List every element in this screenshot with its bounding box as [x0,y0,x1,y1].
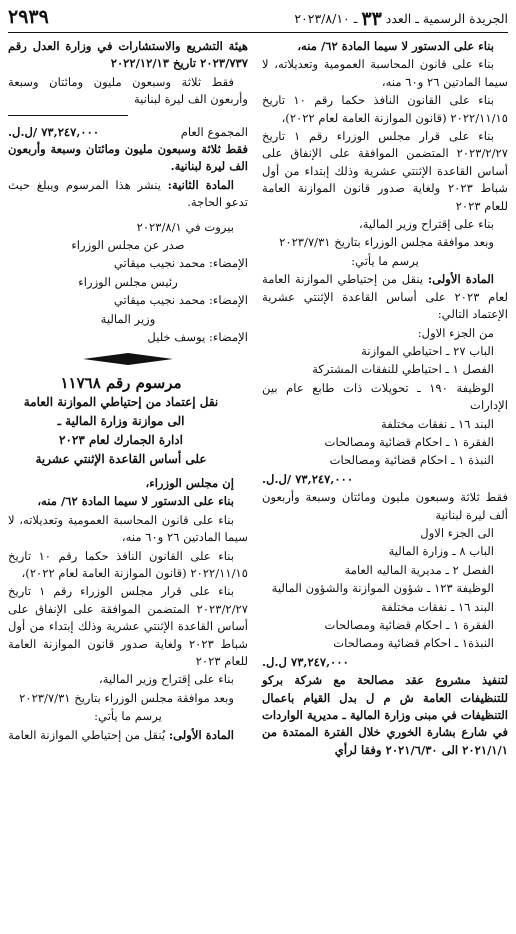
gazette-masthead [294,8,508,30]
preamble-cabinet-decision: بناء على قرار مجلس الوزراء رقم ١ تاريخ ٢٠٢٣/٢/٢٧ المتضمن الموافقة على الإنفاق على أساس القاعدة الإثنتي عشرية وذلك إبتداء من أول شباط ٢٠٢٣ ولغاية صدور قانون الموازنة العامة للعام ٢٠٢٣ [262,129,509,213]
transfer-amount: ٧٣,٢٤٧,٠٠٠ /ل.ل. [262,471,354,486]
signature-pm-1: الإمضاء: محمد نجيب ميقاتي [113,256,248,271]
grand-total-label: المجموع العام [180,124,248,139]
to-function: الوظيفة ١٢٣ ـ شؤون الموازنة والشؤون المالية [271,581,494,596]
from-paragraph: الفقرة ١ ـ احكام قضائية ومصالحات [324,434,494,449]
article-two [8,177,248,212]
preamble-accounting-law: بناء على قانون المحاسبة العمومية وتعديلاته، لا سيما المادتين ٢٦ و٦٠ منه، [262,57,508,89]
decree2-article-one-label: المادة الأولى: [168,727,234,742]
decree-title-line-2: الى موازنة وزارة المالية ـ [57,413,185,428]
from-function: الوظيفة ١٩٠ ـ تحويلات ذات طابع عام بين الإدارات [262,380,508,413]
from-chapter: الباب ٢٧ ـ احتياطي الموازنة [361,343,494,358]
decree2-preamble-accounting-law: بناء على قانون المحاسبة العمومية وتعديلاته، لا سيما المادتين ٢٦ و٦٠ منه، [8,512,248,545]
decree2-clause: يرسم ما يأتي: [94,709,162,724]
place-and-date: بيروت في ٢٠٢٣/٨/١ [136,219,234,234]
decree2-preamble-minister-proposal: بناء على إقتراح وزير المالية، [98,672,234,687]
to-item: البند ١٦ ـ نفقات مختلفة [381,599,494,614]
from-part: من الجزء الاول: [417,325,494,340]
decree2-article-one [8,727,248,744]
grand-total-amount: ٧٣,٢٤٧,٠٠٠ /ل.ل. [8,124,100,139]
section-separator-ornament [8,353,248,367]
pm-title: رئيس مجلس الوزراء [78,274,178,289]
grand-total-words: فقط ثلاثة وسبعون مليون ومائتان وسبعة وأربعون الف ليرة لبنانية. [8,142,248,174]
decree-number: مرسوم رقم ١١٧٦٨ [60,373,182,392]
finance-minister-title: وزير المالية [100,311,156,326]
article-one-text: ينقل من إحتياطي الموازنة العامة لعام ٢٠٢٣ على أساس القاعدة الإثنتي عشرية الإعتماد التالي: [262,272,508,322]
to-paragraph: الفقرة ١ ـ احكام قضائية ومصالحات [324,618,494,632]
header-divider [8,32,508,33]
decree2-preamble-cabinet-approval: وبعد موافقة مجلس الوزراء بتاريخ ٢٠٢٣/٧/٣١ [19,690,234,705]
destination-amount: ٧٣,٢٤٧,٠٠٠ ل.ل. [262,654,349,669]
to-part: الى الجزء الاول [420,525,494,540]
decree-title-line-1: نقل إعتماد من إحتياطي الموازنة العامة [23,394,219,409]
article-one-label: المادة الأولى: [427,272,495,287]
to-subparagraph: النبذة١ ـ احكام قضائية ومصالحات [333,636,494,651]
decree2-preamble-cabinet-decision: بناء على قرار مجلس الوزراء رقم ١ تاريخ ٢٠٢٣/٢/٢٧ المتضمن الموافقة على الإنفاق على أساس القاعدة الإثنتي عشرية وذلك إبتداء من أول شباط ٢٠٢٣ ولغاية صدور قانون الموازنة العامة للعام ٢٠٢٣ [8,584,249,668]
article-two-label: المادة الثانية: [167,177,234,192]
decree2-preamble-constitution: بناء على الدستور لا سيما المادة ٦٢/ منه، [37,494,234,509]
article-two-text: ينشر هذا المرسوم ويبلغ حيث تدعو الحاجة. [8,177,248,210]
from-item: البند ١٦ ـ نفقات مختلفة [381,416,494,431]
to-section: الفصل ٢ ـ مديرية الماليه العامة [344,562,494,577]
decree-title-line-3: ادارة الجمارك لعام ٢٠٢٣ [59,432,183,447]
issued-by: صدر عن مجلس الوزراء [71,238,185,253]
signature-pm-2: الإمضاء: محمد نجيب ميقاتي [113,293,248,308]
council-intro: إن مجلس الوزراء، [145,475,234,490]
preamble-budget-law: بناء على القانون النافذ حكما رقم ١٠ تاريخ ٢٠٢٢/١١/١٥ (قانون الموازنة العامة لعام ٢٠٢٢)، [262,93,508,125]
legislation-opinion-ref: هيئة التشريع والاستشارات في وزارة العدل رقم ٢٠٢٣/٧٣٧ تاريخ ٢٠٢٢/١٢/١٣ [8,39,248,71]
preamble-cabinet-approval: وبعد موافقة مجلس الوزراء بتاريخ ٢٠٢٣/٧/٣١ [279,235,494,250]
transfer-amount-words: فقط ثلاثة وسبعون مليون ومائتان وسبعة وأربعون ألف ليرة لبنانية [262,490,508,522]
from-section: الفصل ١ ـ احتياطي للنفقات المشتركة [312,362,494,377]
decree-title-line-4: على أساس القاعدة الإثنتي عشرية [35,451,207,466]
gazette-title: الجريدة الرسمية ـ العدد [385,11,508,26]
decree2-preamble-budget-law: بناء على القانون النافذ حكما رقم ١٠ تاريخ ٢٠٢٢/١١/١٥ (قانون الموازنة العامة لعام ٢٠٢٢)، [8,548,248,580]
right-column [262,38,508,760]
issue-date: ـ ٢٠٢٣/٨/١٠ [294,11,358,26]
decree2-article-one-text: يُنقل من إحتياطي الموازنة العامة [8,727,169,742]
transfer-purpose: لتنفيذ مشروع عقد مصالحة مع شركة بركو للتنظيفات العامة ش م ل بدل القيام باعمال التنظيفات في مبنى وزارة المالية ـ مديرية الواردات في شارع بشارة الخوري خلال الفترة الممتدة من ٢٠٢١/١/١ الى ٢٠٢١/٦/٣٠ وفقا لرأي [262,673,508,757]
page-header [8,6,508,32]
signature-finance-minister: الإمضاء: يوسف خليل [147,330,248,345]
preamble-constitution: بناء على الدستور لا سيما المادة ٦٢/ منه، [297,39,494,53]
page-number: ٢٩٣٩ [8,6,49,28]
article-one [262,271,508,323]
grand-total-row [8,124,248,141]
left-column [8,38,248,745]
issue-number: ٣٣ [361,8,382,30]
from-subparagraph: النبذة ١ ـ احكام قضائية ومصالحات [329,453,494,468]
preamble-minister-proposal: بناء على إقتراح وزير المالية، [358,217,494,232]
amount-words-repeat: فقط ثلاثة وسبعون مليون ومائتان وسبعة وأربعون الف ليرة لبنانية [8,74,248,107]
to-chapter: الباب ٨ ـ وزارة المالية [388,544,494,559]
short-divider [8,115,128,116]
decree-clause: يرسم ما يأتي: [351,253,419,268]
